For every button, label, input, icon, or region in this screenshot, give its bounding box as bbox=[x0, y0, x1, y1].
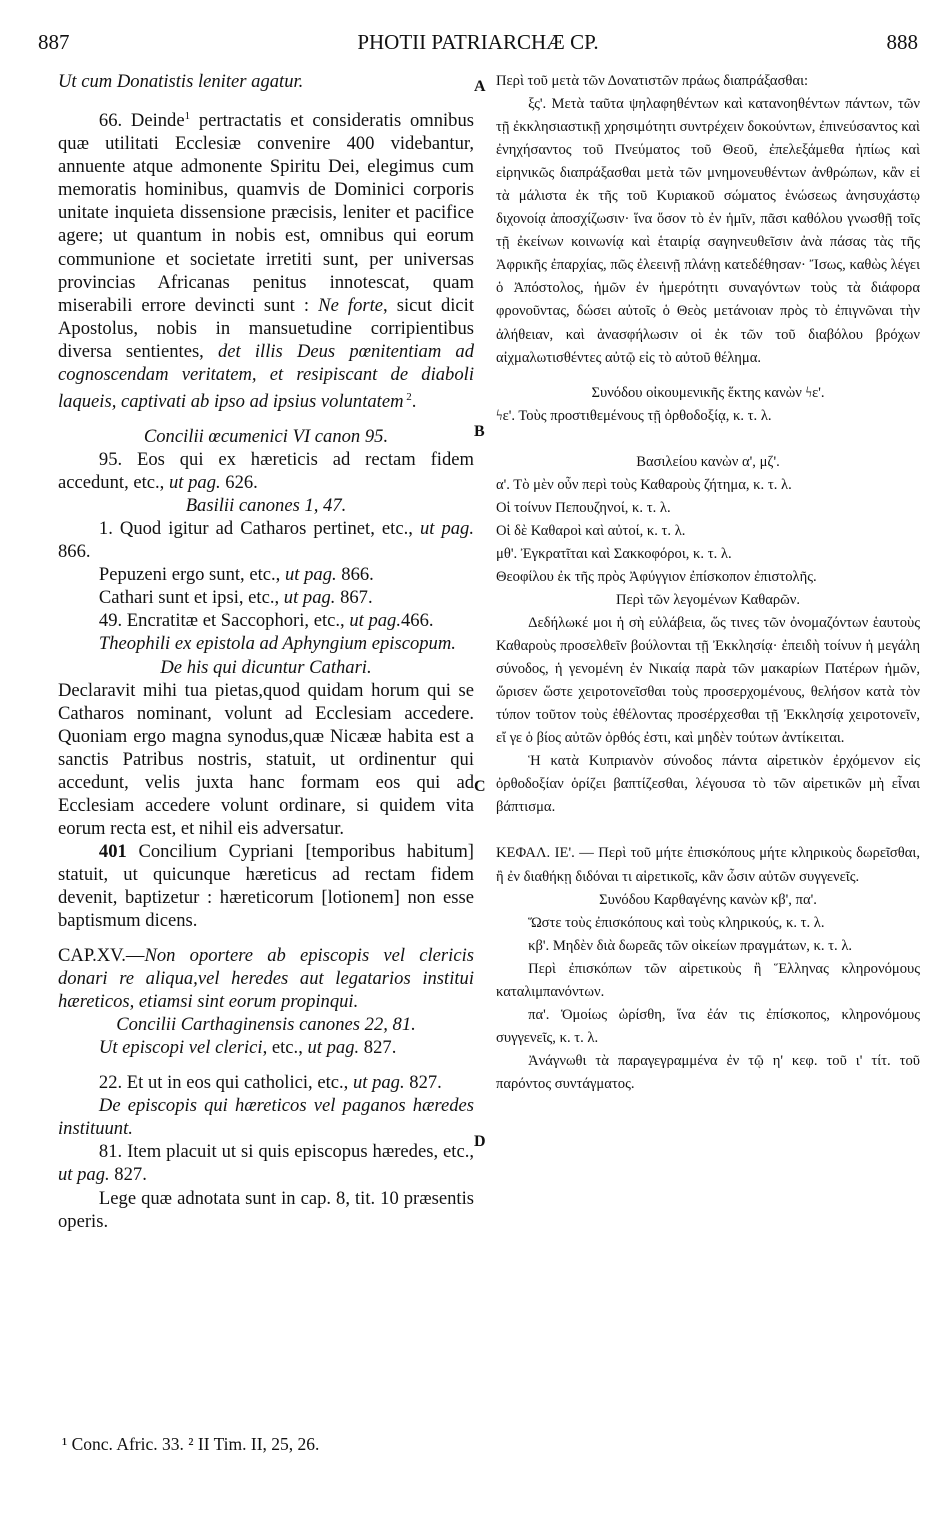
greek-pepuzeni: Οἱ τοίνυν Πεπουζηνοί, κ. τ. λ. bbox=[496, 499, 671, 516]
greek-title-cathari: Περὶ τῶν λεγομένων Καθαρῶν. bbox=[615, 591, 800, 608]
page-number-left: 887 bbox=[38, 30, 70, 54]
running-title: PHOTII PATRIARCHÆ CP. bbox=[357, 30, 599, 54]
greek-encratitae: μθ'. Ἐγκρατῖται καὶ Σακκοφόροι, κ. τ. λ. bbox=[496, 545, 732, 562]
greek-column bbox=[496, 70, 920, 1096]
latin-lege: Lege quæ adnotata sunt in cap. 8, tit. 10 præsentis operis. bbox=[58, 1187, 474, 1232]
margin-marker-d: D bbox=[474, 1133, 486, 1150]
greek-lege: Ἀνάγνωθι τὰ παραγεγραμμένα ἐν τῷ η' κεφ. τοῦ ι' τίτ. τοῦ παρόντος συντάγματος. bbox=[496, 1052, 920, 1092]
greek-cathari: Οἱ δὲ Καθαροὶ καὶ αὐτοί, κ. τ. λ. bbox=[496, 522, 686, 539]
greek-chapter-15: ΚΕΦΑΛ. ΙΕ'. — Περὶ τοῦ μήτε ἐπισκόπους μήτε κληρικοὺς δωρεῖσθαι, ἢ ἐν διαθήκῃ διδόναι τι αἱρετικοῖς, κἂν ὦσιν αὐτῶν συγγενεῖς. bbox=[496, 845, 920, 885]
page-number-right: 888 bbox=[886, 30, 918, 54]
margin-marker-b: B bbox=[474, 423, 485, 440]
greek-title-oecumenical: Συνόδου οἰκουμενικῆς ἕκτης κανὼν ϟε'. bbox=[591, 384, 825, 401]
latin-cyprian: 401 Concilium Cypriani [temporibus habitum] statuit, ut quicunque hæreticus ad rectam fidem devenit, baptizetur : hæreticorum [lotionem] non esse baptismum dicens. bbox=[58, 840, 474, 932]
greek-title-basil: Βασιλείου κανὼν α', μζ'. bbox=[636, 453, 780, 470]
latin-chapter-15: CAP.XV.—Non oportere ab episcopis vel clericis donari re aliqua,vel heredes aut legatarios institui hæreticos, etiamsi sint eorum propinqui. bbox=[58, 945, 474, 1013]
latin-theophilus-text: Declaravit mihi tua pietas,quod quidam horum qui se Catharos nominant, volunt ad Ecclesiam accedere. Quoniam ergo magna synodus,quæ Nicææ habita est a sanctis Patribus nostris, statuit, ut ordinentur qui accedunt, velis juxta hanc formam eos qui ad Ecclesiam accedere volunt ordinare, si quidem vita eorum recta est, et nihil eis adversatur. bbox=[58, 679, 474, 839]
greek-title-donatists: Περὶ τοῦ μετὰ τῶν Δονατιστῶν πράως διαπράξασθαι: bbox=[496, 73, 809, 89]
latin-pepuzeni: Pepuzeni ergo sunt, etc., ut pag. 866. bbox=[98, 564, 374, 586]
greek-title-de-episcopis: Περὶ ἐπισκόπων τῶν αἱρετικοὺς ἢ Ἕλληνας κληρονόμους καταλιμπανόντων. bbox=[496, 960, 920, 1000]
margin-marker-c: C bbox=[474, 778, 486, 795]
latin-title-cathari: De his qui dicuntur Cathari. bbox=[160, 656, 372, 678]
latin-cathari: Cathari sunt et ipsi, etc., ut pag. 867. bbox=[98, 587, 373, 609]
latin-encratitae: 49. Encratitæ et Saccophori, etc., ut pag.466. bbox=[98, 610, 434, 632]
greek-canon-95: ϟε'. Τοὺς προστιθεμένους τῇ ὀρθοδοξίᾳ, κ. τ. λ. bbox=[496, 407, 772, 424]
greek-basil-1: α'. Τὸ μὲν οὖν περὶ τοὺς Καθαροὺς ζήτημα, κ. τ. λ. bbox=[496, 476, 792, 493]
greek-ut-episcopi: Ὥστε τοὺς ἐπισκόπους καὶ τοὺς κληρικούς, κ. τ. λ. bbox=[528, 914, 825, 931]
latin-basil-1: 1. Quod igitur ad Catharos pertinet, etc., ut pag. 866. bbox=[58, 518, 474, 563]
latin-canon-81: 81. Item placuit ut si quis episcopus hæredes, etc., ut pag. 827. bbox=[58, 1141, 474, 1186]
latin-title-donatists: Ut cum Donatistis leniter agatur. bbox=[58, 71, 304, 92]
latin-title-oecumenical: Concilii œcumenici VI canon 95. bbox=[143, 426, 389, 448]
latin-canon-66: 66. Deinde$^1$ pertractatis et consideratis omnibus quæ utilitati Ecclesiæ convenire 400 videbantur, annuente atque admonente Spiritu Dei, elegimus cum memoratis hominibus, quamvis de Dominici corporis unitate inquieta dissensione præcisis, leniter et pacifice agere; ut quantum in nobis est, omnibus qui eorum communione et societate irretiti sunt, per universas provincias Africanas penitus innotescat, quam miserabili errore devincti sunt : Ne forte, sicut dicit Apostolus, nobis in mansuetudine corripientibus diversa sentientes, det illis Deus pœnitentiam ad cognoscendam veritatem, et resipiscant de diaboli laqueis, captivati ab ipso ad ipsius voluntatem $^2$. bbox=[58, 110, 475, 412]
latin-title-de-episcopis: De episcopis qui hæreticos vel paganos hæredes instituunt. bbox=[58, 1095, 474, 1140]
greek-theophilus-text: Δεδήλωκέ μοι ἡ σὴ εὐλάβεια, ὥς τινες τῶν ὀνομαζόντων ἑαυτοὺς Καθαροὺς προσελθεῖν βούλονται τῇ Ἐκκλησίᾳ· ἐπειδὴ τοίνυν ἡ μεγάλη σύνοδος, ἡ γενομένη ἐν Νικαίᾳ παρὰ τῶν μακαρίων Πατέρων ἡμῶν, ὥρισεν ὥστε χειροτονεῖσθαι τοὺς προσερχομένους, θελήσον κατὰ τὸν τύπον τοῦτον τοὺς ἐθέλοντας προσέρχεσθαι τῇ Ἐκκλησίᾳ χειροτονεῖν, εἴ γε ὁ βίος αὐτῶν ὀρθός ἐστι, καὶ μηδὲν τούτων ἀντίκειται. bbox=[496, 615, 920, 747]
latin-title-theophilus: Theophili ex epistola ad Aphyngium episcopum. bbox=[98, 633, 456, 655]
greek-canon-81: πα'. Ὁμοίως ὡρίσθη, ἵνα ἐάν τις ἐπίσκοπος, κληρονόμους συγγενεῖς, κ. τ. λ. bbox=[496, 1006, 920, 1046]
footnotes: ¹ Conc. Afric. 33. ² II Tim. II, 25, 26. bbox=[62, 1434, 320, 1454]
latin-title-carthage: Concilii Carthaginensis canones 22, 81. bbox=[116, 1014, 416, 1036]
greek-cyprian: Ἡ κατὰ Κυπριανὸν σύνοδος πάντα αἱρετικὸν ἐρχόμενον εἰς ὀρθοδοξίαν ὁρίζει βαπτίζεσθαι, λέγουσα τὸ τῶν αἱρετικῶν μὴ εἶναι βάπτισμα. bbox=[496, 753, 920, 816]
page-header bbox=[38, 30, 918, 60]
latin-canon-95: 95. Eos qui ex hæreticis ad rectam fidem accedunt, etc., ut pag. 626. bbox=[58, 449, 474, 494]
greek-canon-66: ξς'. Μετὰ ταῦτα ψηλαφηθέντων καὶ κατανοηθέντων πάντων, τῶν τῇ ἐκκλησιαστικῇ χρησιμότητι συντρέχειν δοκούντων, ἐπινεύσαντος καὶ ἐνηχήσαντος τοῦ Πνεύματος τοῦ Θεοῦ, ἐπελεξάμεθα ἠπίως καὶ εἰρηνικῶς διαπράξασθαι μετὰ τῶν μνημονευθέντων ἀνθρώπων, κἂν εἰ τὰ μάλιστα ἐκ τῆς τοῦ Κυριακοῦ σώματος ἑνώσεως ἀνησυχάστῳ διχονοίᾳ ἀποσχίζωσιν· ἵνα ὅσον τὸ ἐν ἡμῖν, πᾶσι καθόλου γνωσθῇ τοῖς τῇ ἐκείνων κοινωνίᾳ καὶ ἑταιρίᾳ σαγηνευθεῖσιν ἀνὰ πάσας τὰς τῆς Ἀφρικῆς ἐπαρχίας, πῶς ἐλεεινῇ πλάνῃ κατεδέθησαν· Ἴσως, καθὼς λέγει ὁ Ἀπόστολος, ἡμῶν ἐν ἡμερότητι συναγόντων τοὺς τὰ διάφορα φρονοῦντας, δώσει αὐτοῖς ὁ Θεὸς μετάνοιαν πρὸς τὸ ἐπιγνῶναι τὴν ἀλήθειαν, καὶ ἀνασφήλωσιν οἱ ἐκ τῶν τοῦ διαβόλου βρόχων αἰχμαλωτισθέντες αὐτῷ εἰς τὸ αὐτοῦ θέλημα. bbox=[496, 96, 920, 366]
margin-marker-a: A bbox=[474, 78, 486, 95]
latin-column bbox=[58, 70, 474, 1233]
greek-title-carthage: Συνόδου Καρθαγένης κανὼν κβ', πα'. bbox=[599, 891, 817, 908]
greek-canon-22: κβ'. Μηδὲν διὰ δωρεᾶς τῶν οἰκείων πραγμάτων, κ. τ. λ. bbox=[528, 937, 853, 954]
greek-title-theophilus: Θεοφίλου ἐκ τῆς πρὸς Ἀφύγγιον ἐπίσκοπον ἐπιστολῆς. bbox=[496, 568, 817, 585]
latin-canon-22: 22. Et ut in eos qui catholici, etc., ut pag. 827. bbox=[98, 1072, 442, 1094]
latin-ut-episcopi: Ut episcopi vel clerici, etc., ut pag. 827. bbox=[98, 1037, 397, 1059]
latin-title-basil: Basilii canones 1, 47. bbox=[185, 495, 347, 517]
